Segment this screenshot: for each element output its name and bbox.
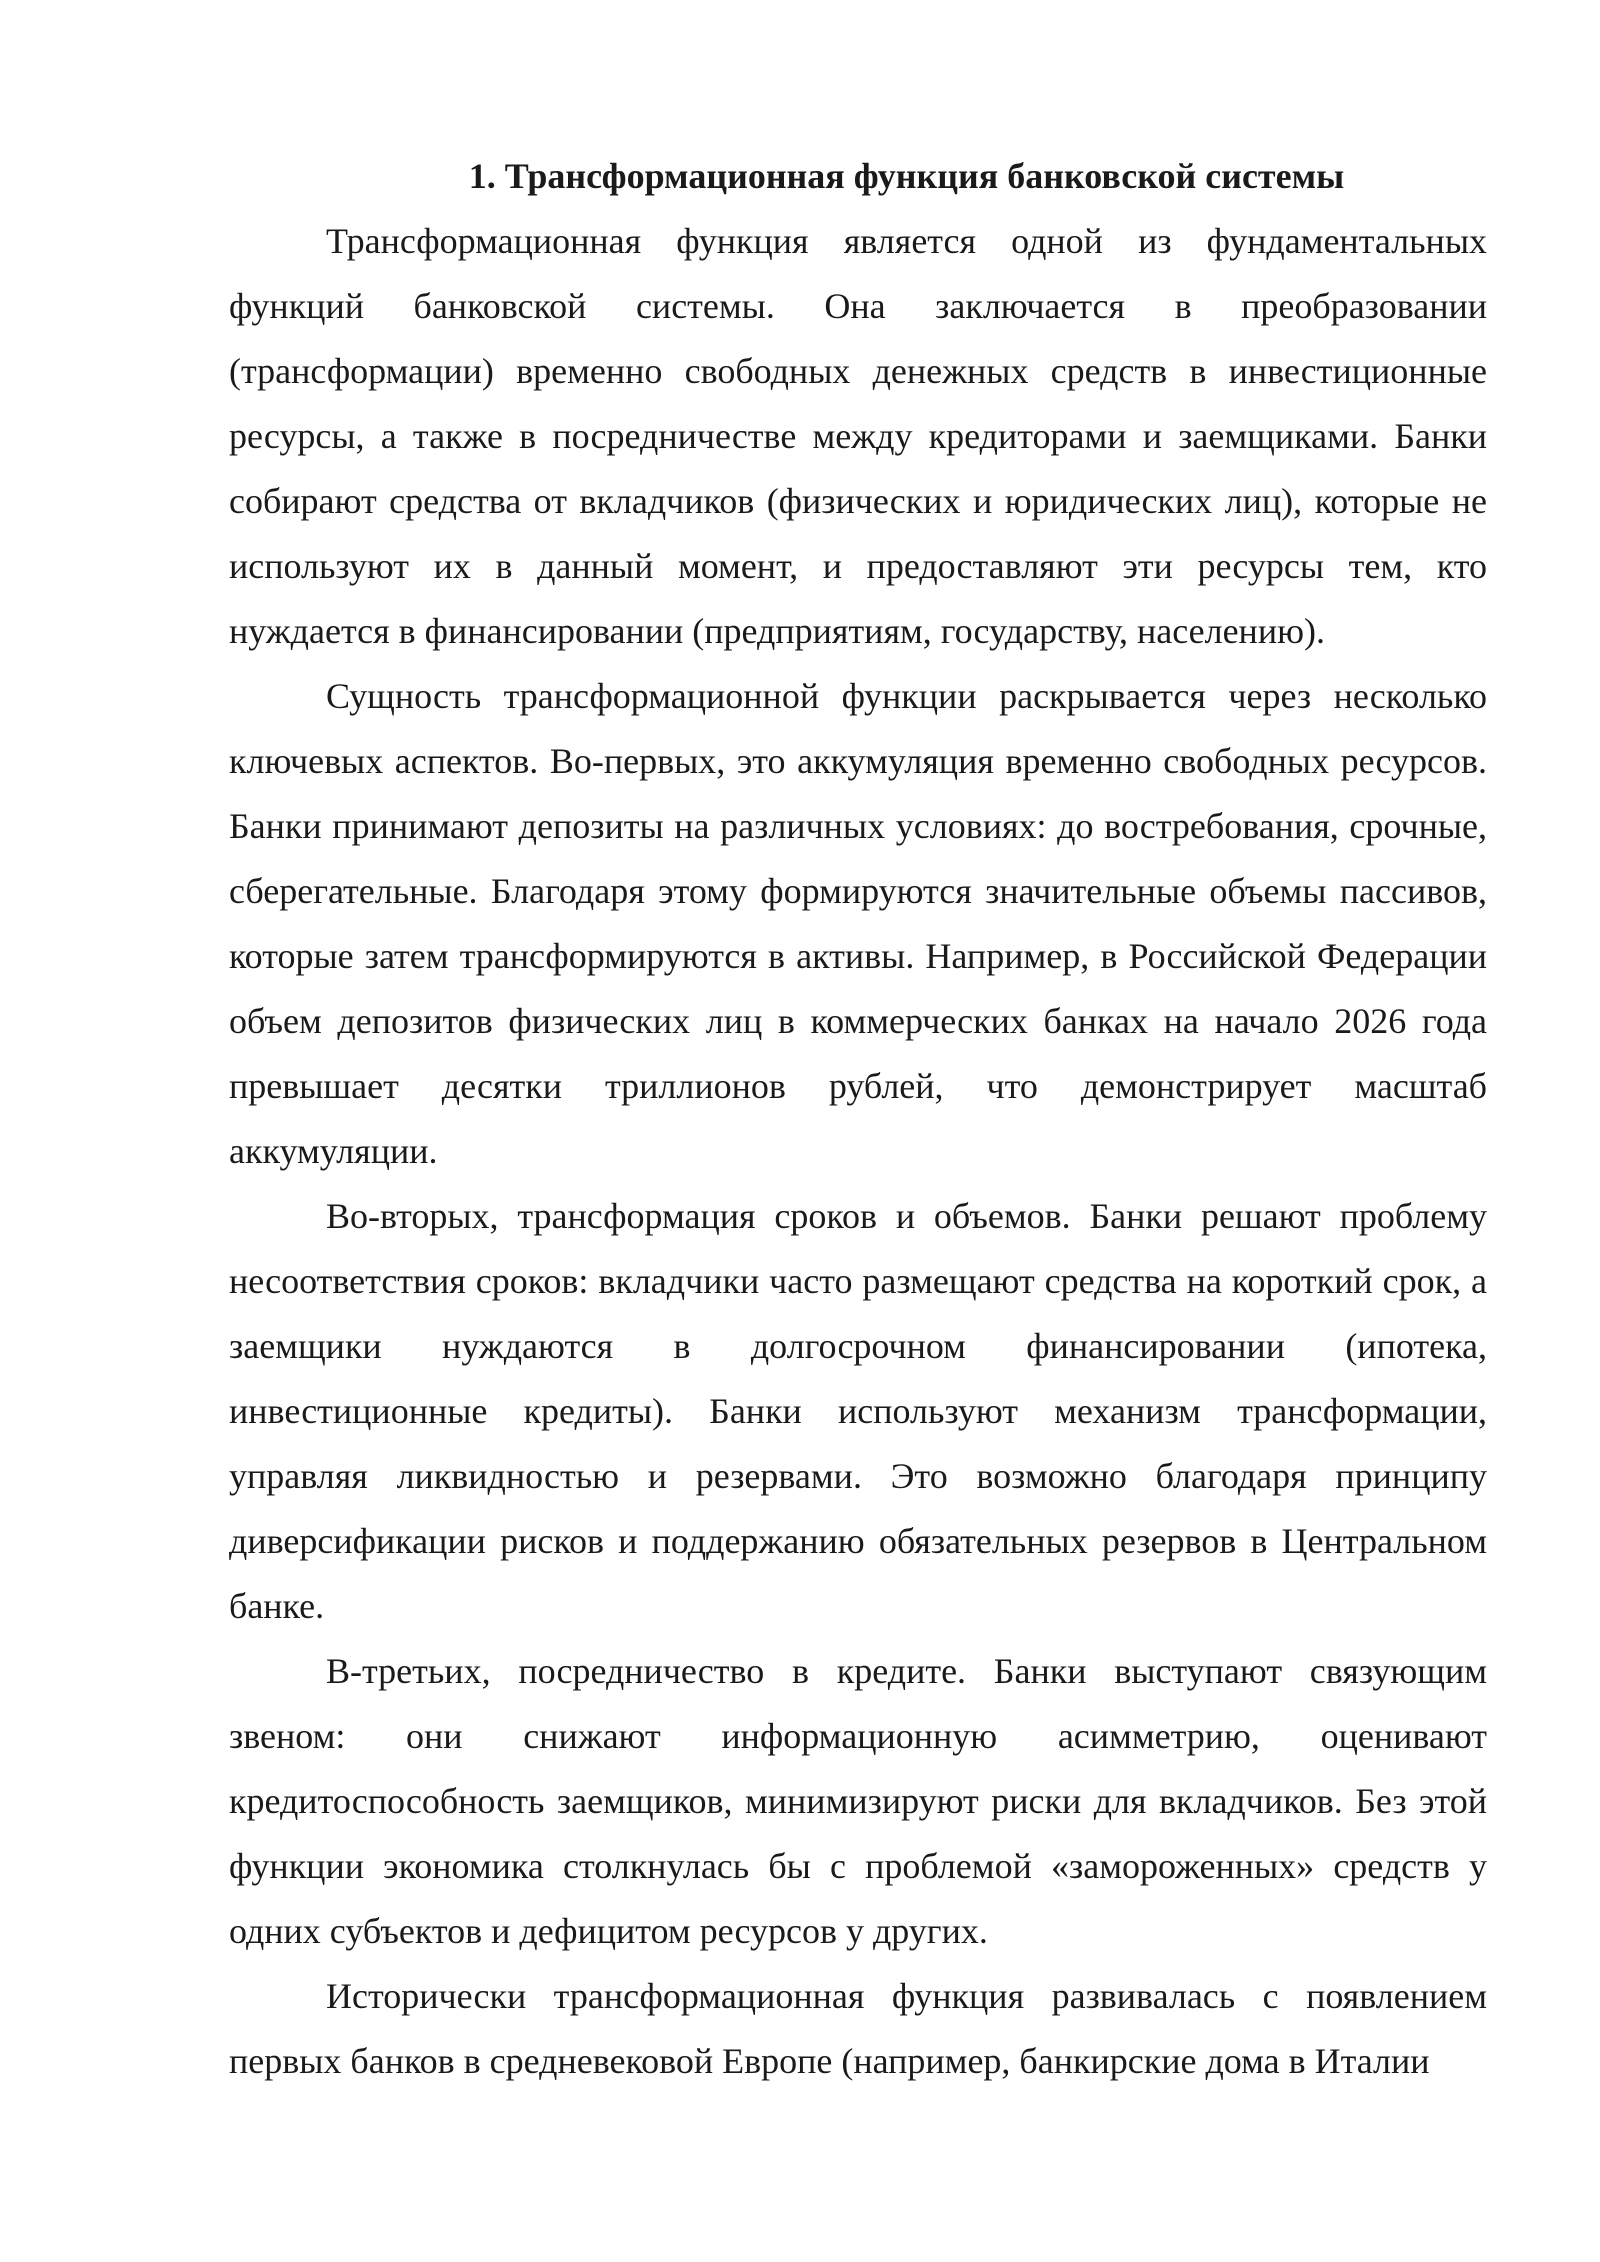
paragraph-4: В-третьих, посредничество в кредите. Банки выступают связующим звеном: они снижают информационную асимметрию, оценивают кредитоспособность заемщиков, минимизируют риски для вкладчиков. Без этой функции экономика столкнулась бы с проблемой «замороженных» средств у одних субъектов и дефицитом ресурсов у других. [229, 1651, 1487, 1951]
section-heading: 1. Трансформационная функция банковской системы [468, 156, 1345, 196]
paragraph-3: Во-вторых, трансформация сроков и объемов. Банки решают проблему несоответствия сроков: вкладчики часто размещают средства на короткий срок, а заемщики нуждаются в долгосрочном финансировании (ипотека, инвестиционные кредиты). Банки используют механизм трансформации, управляя ликвидностью и резервами. Это возможно благодаря принципу диверсификации рисков и поддержанию обязательных резервов в Центральном банке. [229, 1196, 1487, 1626]
paragraph-1: Трансформационная функция является одной из фундаментальных функций банковской системы. Она заключается в преобразовании (трансформации) временно свободных денежных средств в инвестиционные ресурсы, а также в посредничестве между кредиторами и заемщиками. Банки собирают средства от вкладчиков (физических и юридических лиц), которые не используют их в данный момент, и предоставляют эти ресурсы тем, кто нуждается в финансировании (предприятиям, государству, населению). [229, 221, 1487, 651]
paragraph-2: Сущность трансформационной функции раскрывается через несколько ключевых аспектов. Во-первых, это аккумуляция временно свободных ресурсов. Банки принимают депозиты на различных условиях: до востребования, срочные, сберегательные. Благодаря этому формируются значительные объемы пассивов, которые затем трансформируются в активы. Например, в Российской Федерации объем депозитов физических лиц в коммерческих банках на начало 2026 года превышает десятки триллионов рублей, что демонстрирует масштаб аккумуляции. [229, 676, 1487, 1171]
document-body [229, 144, 1487, 2094]
paragraph-5: Исторически трансформационная функция развивалась с появлением первых банков в средневековой Европе (например, банкирские дома в Италии [229, 1976, 1487, 2081]
